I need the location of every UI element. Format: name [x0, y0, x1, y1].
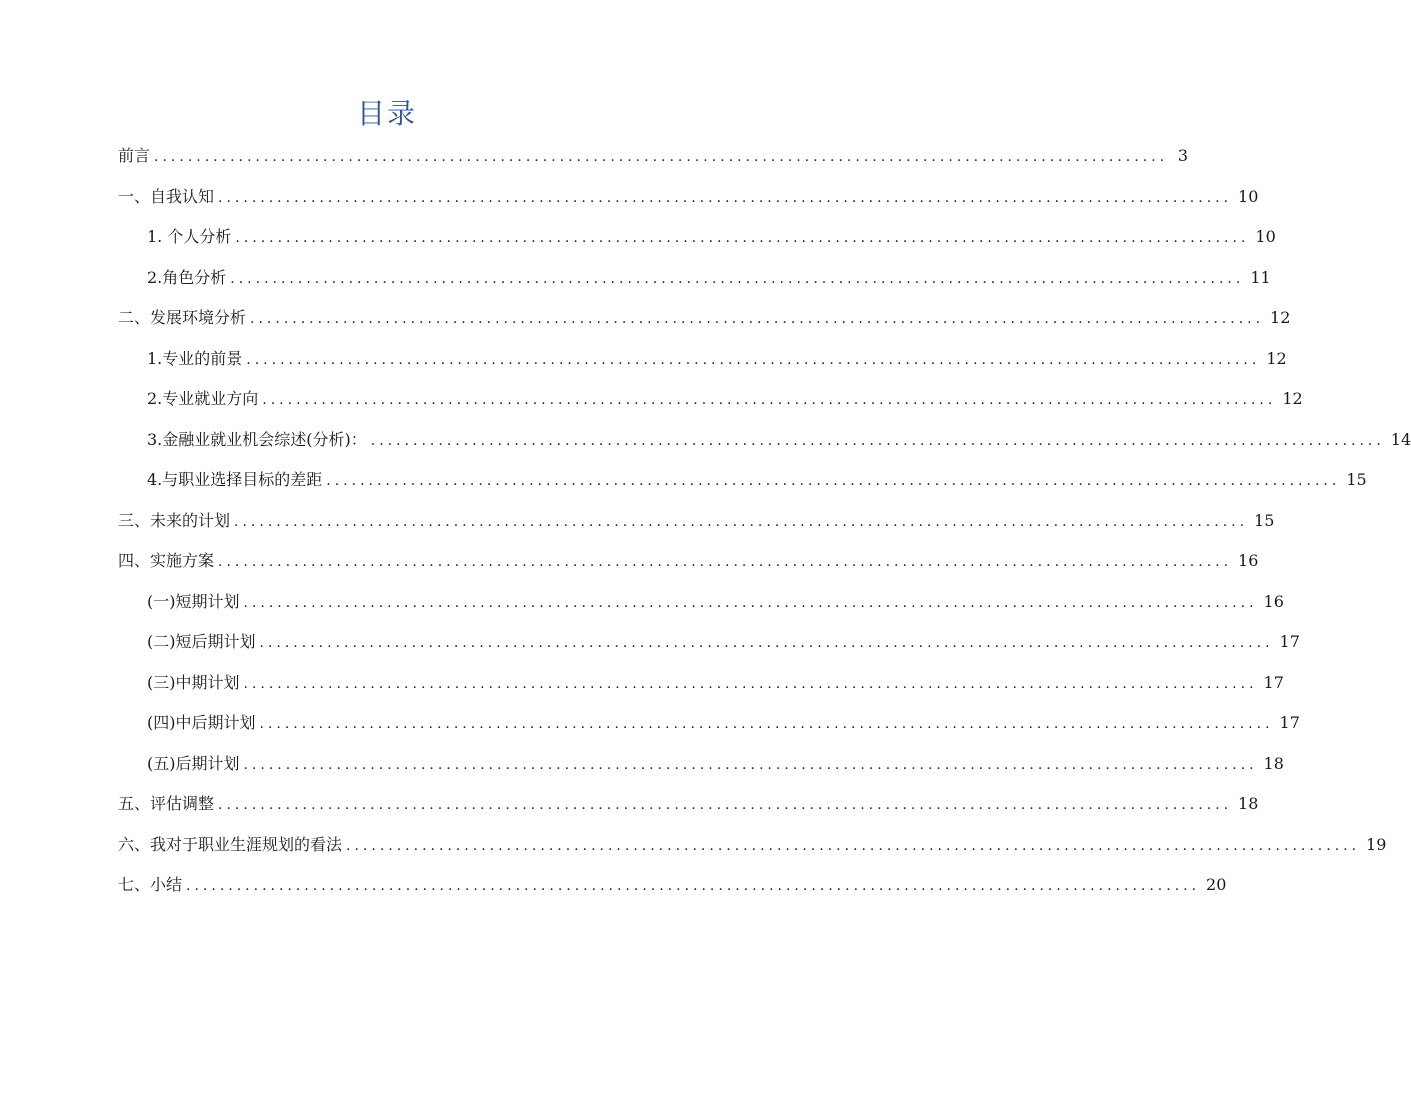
- toc-entry-page: 12: [1282, 389, 1303, 408]
- dot-leader: ........................................................................................................................: [246, 351, 1261, 368]
- toc-entry[interactable]: [118, 749, 1284, 790]
- toc-entry[interactable]: [118, 587, 1284, 628]
- dot-leader: ........................................................................................................................: [259, 716, 1274, 732]
- dot-leader: ........................................................................................................................: [243, 756, 1258, 773]
- toc-entry[interactable]: [118, 263, 1271, 304]
- toc-entry-page: 12: [1270, 308, 1291, 327]
- toc-entry-label: 1.专业的前景: [147, 348, 243, 368]
- toc-entry-label: 六、我对于职业生涯规划的看法: [118, 834, 343, 854]
- toc-entry-page: 15: [1346, 470, 1367, 489]
- toc-entry[interactable]: [118, 425, 1411, 466]
- toc-entry-label: 前言: [118, 146, 151, 165]
- toc-entry-page: 17: [1263, 672, 1284, 692]
- toc-entry[interactable]: [118, 303, 1291, 344]
- toc-entry-label: 一、自我认知: [118, 186, 215, 206]
- dot-leader: ........................................................................................................................: [370, 432, 1385, 449]
- dot-leader: ........................................................................................................................: [262, 392, 1277, 408]
- toc-entry-page: 3: [1177, 146, 1189, 165]
- dot-leader: ........................................................................................................................: [234, 513, 1249, 530]
- toc-title: 目录: [356, 97, 417, 130]
- dot-leader: ........................................................................................................................: [218, 797, 1233, 813]
- toc-entry-page: 18: [1263, 753, 1284, 773]
- dot-leader: ........................................................................................................................: [243, 594, 1258, 611]
- toc-entry-label: (三)中期计划: [147, 672, 240, 692]
- toc-entry[interactable]: [118, 708, 1300, 749]
- toc-entry-page: 11: [1250, 267, 1271, 287]
- dot-leader: ........................................................................................................................: [250, 311, 1265, 327]
- toc-entry[interactable]: [118, 182, 1259, 223]
- toc-entry-label: 3.金融业就业机会综述(分析)：: [147, 429, 367, 449]
- toc-entry[interactable]: [118, 222, 1276, 263]
- toc-entry-label: (一)短期计划: [147, 591, 240, 611]
- toc-entry[interactable]: [118, 344, 1287, 385]
- dot-leader: ........................................................................................................................: [218, 554, 1233, 570]
- dot-leader: ........................................................................................................................: [154, 149, 1169, 165]
- table-of-contents: [118, 141, 1411, 911]
- toc-entry[interactable]: [118, 546, 1259, 587]
- toc-entry[interactable]: [118, 668, 1284, 709]
- toc-entry-page: 10: [1255, 227, 1276, 246]
- toc-entry-label: 2.专业就业方向: [147, 389, 259, 408]
- toc-entry[interactable]: [118, 870, 1227, 911]
- toc-entry-page: 16: [1263, 591, 1284, 611]
- toc-entry-label: 三、未来的计划: [118, 510, 231, 530]
- toc-entry-label: 七、小结: [118, 875, 183, 894]
- toc-entry-page: 19: [1366, 834, 1387, 854]
- toc-entry-page: 17: [1279, 713, 1300, 732]
- dot-leader: ........................................................................................................................: [259, 635, 1274, 651]
- toc-entry-page: 12: [1266, 348, 1287, 368]
- toc-entry-page: 20: [1206, 875, 1227, 894]
- toc-entry-page: 17: [1279, 632, 1300, 651]
- dot-leader: ........................................................................................................................: [235, 230, 1250, 246]
- toc-entry-page: 15: [1254, 510, 1275, 530]
- toc-entry-label: 1. 个人分析: [147, 227, 232, 246]
- toc-entry[interactable]: [118, 384, 1303, 425]
- toc-entry[interactable]: [118, 465, 1367, 506]
- dot-leader: ........................................................................................................................: [243, 675, 1258, 692]
- dot-leader: ........................................................................................................................: [218, 189, 1233, 206]
- toc-entry-label: (四)中后期计划: [147, 713, 256, 732]
- dot-leader: ........................................................................................................................: [326, 473, 1341, 489]
- dot-leader: ........................................................................................................................: [346, 837, 1361, 854]
- toc-entry[interactable]: [118, 789, 1259, 830]
- dot-leader: ........................................................................................................................: [186, 878, 1201, 894]
- toc-entry[interactable]: [118, 627, 1300, 668]
- toc-entry[interactable]: [118, 506, 1275, 547]
- toc-entry[interactable]: [118, 141, 1189, 182]
- dot-leader: ........................................................................................................................: [230, 270, 1245, 287]
- toc-entry-label: 四、实施方案: [118, 551, 215, 570]
- toc-entry[interactable]: [118, 830, 1387, 871]
- toc-entry-label: 4.与职业选择目标的差距: [147, 470, 323, 489]
- toc-entry-label: 2.角色分析: [147, 267, 227, 287]
- toc-entry-label: 二、发展环境分析: [118, 308, 247, 327]
- toc-entry-label: (五)后期计划: [147, 753, 240, 773]
- toc-entry-label: (二)短后期计划: [147, 632, 256, 651]
- toc-entry-page: 14: [1390, 429, 1411, 449]
- toc-entry-page: 10: [1238, 186, 1259, 206]
- toc-entry-label: 五、评估调整: [118, 794, 215, 813]
- toc-entry-page: 16: [1238, 551, 1259, 570]
- toc-entry-page: 18: [1238, 794, 1259, 813]
